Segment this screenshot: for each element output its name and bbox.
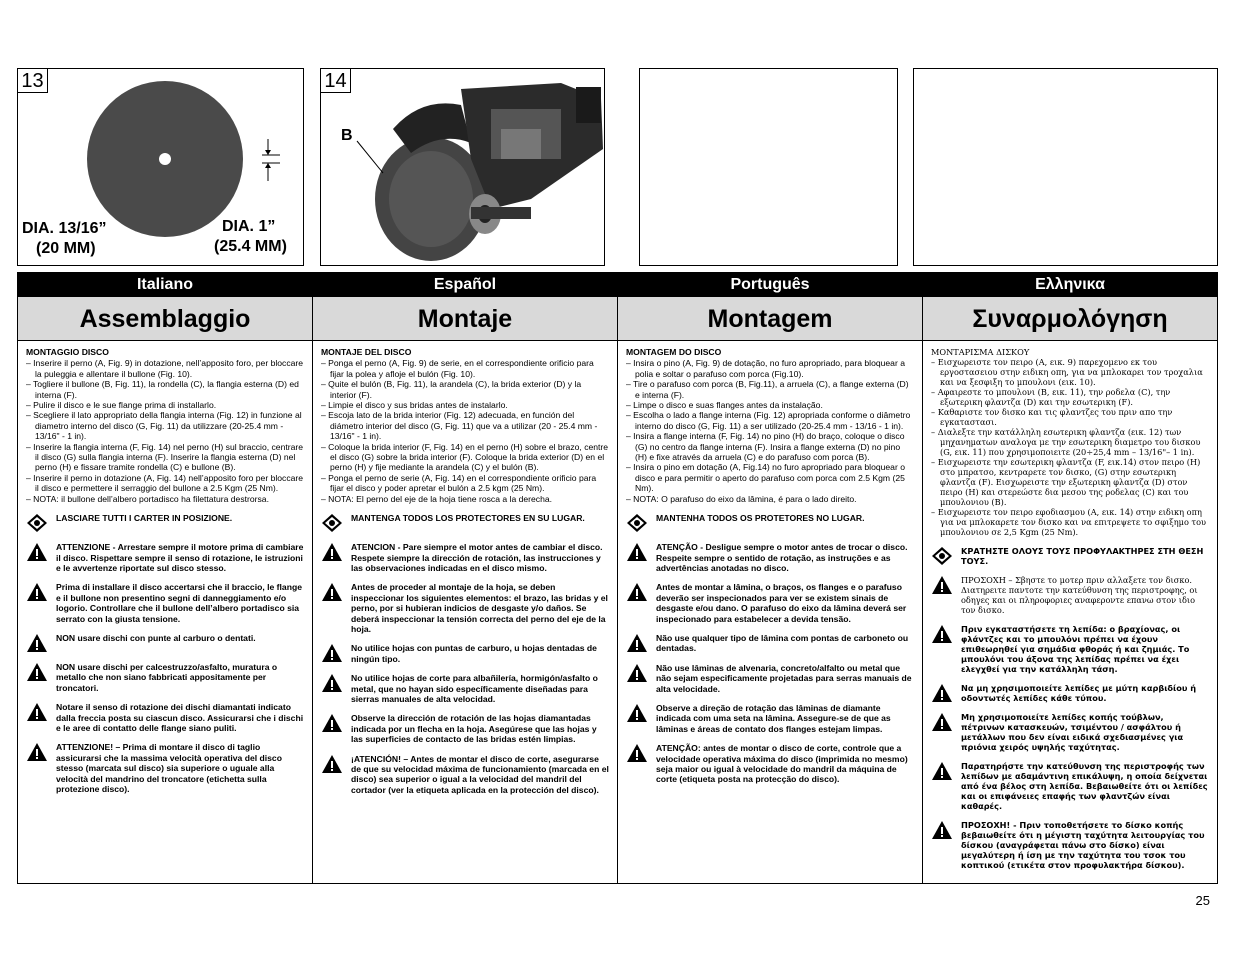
section-heading: MONTAGGIO DISCO bbox=[26, 347, 109, 357]
warning-item: Να μη χρησιμοποιείτε λεπίδες με μύτη καρβιδίου ή οδοντωτές λεπίδες κάθε τύπου. bbox=[931, 683, 1209, 703]
step: – Insira o pino em dotação (A, Fig.14) no furo apropriado para bloquear o disco e para permitir o aperto do parafuso com porca com 2.5 Kgm (25 Nm). bbox=[626, 462, 905, 494]
step: – Quite el bulón (B, Fig. 11), la arandela (C), la brida exterior (D) y la interior (F). bbox=[321, 379, 582, 400]
step: – Escolha o lado a flange interna (Fig. 12) apropriada conforme o diâmetro interno do disco (G, Fig. 11) a ser utilizado (20-25.4 mm - 13/16 - 1 in). bbox=[626, 410, 911, 431]
column-espanol bbox=[312, 272, 617, 884]
warning-icon bbox=[26, 742, 48, 762]
step: – Insira a flange interna (F, Fig. 14) no pino (H) do braço, coloque o disco (G) no centro da flange interna (F). Insira a flange externa (D) no pino (H) e fixe através da arruela (C) e do parafuso com porca (B). bbox=[626, 431, 905, 463]
column-body bbox=[618, 341, 922, 785]
warning-item: ATTENZIONE! – Prima di montare il disco di taglio assicurarsi che la massima velocità operativa del disco stesso (marcata sul disco) sia superiore o uguale alla velocità del mandrino del troncatore (etichetta sulla protezione disco). bbox=[26, 742, 304, 794]
column-body bbox=[18, 341, 312, 794]
warning-icon bbox=[321, 542, 343, 562]
step: – Εισχωρειστε τον πειρο εφοδιασμου (A, εικ. 14) στην ειδικη οπη για να μπλοκαρετε τον δισκο και να επιτρεψετε το σφιξημο του μπουλονιου σε 2,5 Kgm (25 Nm). bbox=[931, 507, 1206, 537]
warning-icon bbox=[626, 663, 648, 683]
warning-item: Não use lâminas de alvenaria, concreto/alfalto ou metal que não sejam especificamente projetadas para serras manuais de alta velocidade. bbox=[626, 663, 914, 694]
language-label: Português bbox=[618, 272, 922, 297]
guard-icon bbox=[626, 513, 648, 533]
warning-icon bbox=[26, 633, 48, 653]
warning-icon bbox=[931, 575, 953, 595]
warning-item: Antes de proceder al montaje de la hoja, se deben inspeccionar los siguientes elementos: el brazo, las bridas y el perno, por si hubieran indicios de desgaste y/o daños. Se deberá inspeccionar la tensión correcta del perno del eje de la hoja. bbox=[321, 582, 609, 634]
language-label: Ελληνικα bbox=[923, 272, 1217, 297]
warning-icon bbox=[321, 643, 343, 663]
warning-icon bbox=[321, 713, 343, 733]
step-list bbox=[931, 357, 1209, 537]
warning-item: Notare il senso di rotazione dei dischi diamantati indicato dalla freccia posta su ciascun disco. Assicurarsi che i dischi e le aree di contatto delle flange siano puliti. bbox=[26, 702, 304, 733]
step: – Limpie el disco y sus bridas antes de instalarlo. bbox=[321, 400, 508, 411]
warning-item: ATTENZIONE - Arrestare sempre il motore prima di cambiare il disco. Rispettare sempre il senso di rotazione, le istruzioni e le avvertenze riportate sul disco stesso. bbox=[26, 542, 304, 573]
warning-icon bbox=[321, 754, 343, 774]
warning-icon bbox=[931, 624, 953, 644]
warning-item: MANTENGA TODOS LOS PROTECTORES EN SU LUGAR. bbox=[321, 513, 609, 533]
warning-icon bbox=[26, 702, 48, 722]
step: – Insira o pino (A, Fig. 9) de dotação, no furo apropriado, para bloquear a polia e soltar o parafuso com porca (Fig.10). bbox=[626, 358, 905, 379]
warning-item: Παρατηρήστε την κατεύθυνση της περιστροφής των λεπίδων με αδαμάντινη επικάλυψη, η οποία δείχνεται από ένα βέλος στη λεπίδα. Βεβαιωθείτε ότι οι λεπίδες και οι επιφάνειες επαφής των φλαντζών είναι καθαρές. bbox=[931, 761, 1209, 811]
step-list bbox=[626, 358, 914, 504]
warning-icon bbox=[931, 820, 953, 840]
warning-icon bbox=[321, 673, 343, 693]
section-heading: ΜΟΝΤΑΡΙΣΜΑ ΔΙΣΚΟΥ bbox=[931, 347, 1030, 357]
step-list bbox=[321, 358, 609, 504]
warning-item: Prima di installare il disco accertarsi che il braccio, le flange e il bullone non presentino segni di danneggiamento e/o logorio. Controllare che il bullone dell’albero portadisco sia serrato con la giusta tensione. bbox=[26, 582, 304, 624]
warning-icon bbox=[626, 542, 648, 562]
dia-20mm-label: DIA. 13/16” (20 MM) bbox=[22, 220, 107, 257]
warning-icon bbox=[26, 582, 48, 602]
figure-14 bbox=[320, 68, 605, 266]
column-body bbox=[923, 341, 1217, 870]
note: – NOTA: O parafuso do eixo da lâmina, é para o lado direito. bbox=[626, 493, 857, 504]
warning-item: Observe a direção de rotação das lâminas de diamante indicada com uma seta na lâmina. Assegure-se de que as lâminas e áreas de contato dos flanges estejam limpas. bbox=[626, 703, 914, 734]
warning-item: NON usare dischi per calcestruzzo/asfalto, muratura o metallo che non siano fabbricati appositamente per troncatori. bbox=[26, 662, 304, 693]
column-greek bbox=[922, 272, 1218, 884]
step: – Διαλεξτε την κατάλληλη εσωτερικη φλαντζα (εικ. 12) των μηχανηματων αναλογα με την εσωτερικη διαμετρο του δισκου (G, εικ. 11) που χρησιμοποιειτε (20÷25,4 mm – 13/16"– 1 in). bbox=[931, 427, 1201, 457]
step: – Ponga el perno de serie (A, Fig. 14) en el correspondiente orificio para fijar el disco y poder apretar el bulón a 2.5 kgm (25 Nm). bbox=[321, 472, 597, 494]
warning-item: ¡ATENCIÓN! – Antes de montar el disco de corte, asegurarse de que su velocidad máxima de funcionamiento (marcada en el disco) sea superior o igual a la velocidad del mandril del cortador (ver la etiqueta aplicada en la protección del disco). bbox=[321, 754, 609, 796]
label-b: B bbox=[341, 127, 353, 144]
warning-item: ATENÇÃO - Desligue sempre o motor antes de trocar o disco. Respeite sempre o sentido de rotação, as instruções e as advertências anotadas no disco. bbox=[626, 542, 914, 573]
step: – Ponga el perno (A, Fig. 9) de serie, en el correspondiente orificio para fijar la polea y afloje el bulón (Fig. 10). bbox=[321, 358, 594, 379]
section-title: Assemblaggio bbox=[18, 297, 312, 341]
column-portugues bbox=[617, 272, 922, 884]
section-title: Montaje bbox=[313, 297, 617, 341]
step: – Pulire il disco e le sue flange prima di installarlo. bbox=[26, 400, 217, 411]
warning-icon bbox=[321, 582, 343, 602]
guard-icon bbox=[26, 513, 48, 533]
step: – Inserire la flangia interna (F, Fig. 14) nel perno (H) sul braccio, centrare il disco (G) sulla flangia interna (F). Inserire la flangia esterna (D) nel perno (H) e fissare tramite rondella (C) e bullone (B). bbox=[26, 441, 304, 473]
language-label: Italiano bbox=[18, 272, 312, 297]
figure-number: 13 bbox=[18, 69, 48, 93]
note: – NOTA: il bullone dell’albero portadisco ha filettatura destrorsa. bbox=[26, 493, 269, 504]
warning-item: ATENÇÃO: antes de montar o disco de corte, controle que a velocidade operativa máxima do disco (imprimida no mesmo) seja maior ou igual à velocidade do mandril da máquina de corte (etiqueta posta na protecção do disco). bbox=[626, 743, 914, 785]
warning-icon bbox=[626, 582, 648, 602]
warning-item: ΠΡΟΣΟΧΗ – Σβηστε το μοτερ πριν αλλαξετε τον δισκο. Διατηρειτε παντοτε την κατεύθυνση της περιστροφης, οι οδηγες και οι πληροφοριες αναφεροντε επανω στον ιδιο τον δισκο. bbox=[931, 575, 1209, 615]
warning-item: Não use qualquer tipo de lâmina com pontas de carboneto ou dentadas. bbox=[626, 633, 914, 654]
step: – Limpe o disco e suas flanges antes da instalação. bbox=[626, 400, 823, 411]
warning-icon bbox=[626, 703, 648, 723]
dia-25mm-label: DIA. 1” (25.4 MM) bbox=[214, 218, 287, 255]
warning-item: Πριν εγκαταστήσετε τη λεπίδα: ο βραχίονας, οι φλάντζες και το μπουλόνι πρέπει να έχουν επιθεωρηθεί για σημάδια φθοράς ή και ζημιάς. Το μπουλόνι του άξονα της λεπίδας πρέπει να έχει ελεγχθεί για την κατάλληλη τάση. bbox=[931, 624, 1209, 674]
figure-13 bbox=[17, 68, 304, 266]
column-italiano bbox=[17, 272, 312, 884]
blank-figure-box-1 bbox=[639, 68, 898, 266]
step: – Αφαιρεστε το μπουλονι (B, εικ. 11), την ροδελα (C), την εξωτερικη φλαντζα (D) και την εσωτερικη (F). bbox=[931, 387, 1171, 407]
warning-icon bbox=[626, 743, 648, 763]
step: – Togliere il bullone (B, Fig. 11), la rondella (C), la flangia esterna (D) ed interna (F). bbox=[26, 379, 299, 400]
warning-icon bbox=[626, 633, 648, 653]
warning-item: Observe la dirección de rotación de las hojas diamantadas indicada por un flecha en la hoja. Asegúrese que las hojas y las superficies de contacto de las bridas estén limpias. bbox=[321, 713, 609, 744]
warning-item: MANTENHA TODOS OS PROTETORES NO LUGAR. bbox=[626, 513, 914, 533]
warning-item: NON usare dischi con punte al carburo o dentati. bbox=[26, 633, 304, 653]
page-number: 25 bbox=[1195, 893, 1210, 908]
step: – Εισχωρειστε τον πειρο (A, εικ. 9) παρεχομενο εκ του εργοστασειου στην ειδικη οπη, για να μπλοκαρει τον τροχαλια και να ξεσφιξη το μπουλονι (εικ. 10). bbox=[931, 357, 1203, 387]
warning-item: ΚΡΑΤΗΣΤΕ ΟΛΟΥΣ ΤΟΥΣ ΠΡΟΦΥΛΑΚΤΗΡΕΣ ΣΤΗ ΘΕΣΗ ΤΟΥΣ. bbox=[931, 546, 1209, 566]
warning-icon bbox=[931, 712, 953, 732]
step: – Escoja lato de la brida interior (Fig. 12) adecuada, en función del diámetro interior del disco (G, Fig. 11) que va a utilizar (20 - 25.4 mm - 13/16" - 1 in). bbox=[321, 410, 598, 442]
step: – Inserire il perno (A, Fig. 9) in dotazione, nell’apposito foro, per bloccare la puleggia e allentare il bullone (Fig. 10). bbox=[26, 358, 304, 379]
warning-item: ATENCION - Pare siempre el motor antes de cambiar el disco. Respete siempre la dirección de rotación, las instrucciones y las observaciones indicadas en el disco mismo. bbox=[321, 542, 609, 573]
guard-icon bbox=[321, 513, 343, 533]
step: – Coloque la brida interior (F, Fig. 14) en el perno (H) sobre el brazo, centre el disco (G) sobre la brida interior (F). Coloque la brida exterior (D) en el perno (H) y fije mediante la arandela (C) y el bulón (B). bbox=[321, 441, 609, 473]
warning-icon bbox=[26, 542, 48, 562]
warning-icon bbox=[931, 761, 953, 781]
blank-figure-box-2 bbox=[913, 68, 1218, 266]
warning-item: LASCIARE TUTTI I CARTER IN POSIZIONE. bbox=[26, 513, 304, 533]
warning-item: No utilice hojas de corte para albañilería, hormigón/asfalto o metal, que no hayan sido específicamente diseñadas para sierras manuales de alta velocidad. bbox=[321, 673, 609, 704]
section-title: Montagem bbox=[618, 297, 922, 341]
step: – Καθαριστε τον δισκο και τις φλαντζες του πριν απο την εγκαταστασι. bbox=[931, 407, 1173, 427]
warning-item: ΠΡΟΣΟΧΗ! - Πριν τοποθετήσετε το δίσκο κοπής βεβαιωθείτε ότι η μέγιστη ταχύτητα λειτουργίας του δίσκου (αναγράφεται πάνω στο δίσκο) είναι μεγαλύτερη ή ίση με την ταχύτητα του τσοκ του κοπτικού (ετικέτα στον προφυλακτήρα δίσκου). bbox=[931, 820, 1209, 870]
warning-icon bbox=[931, 683, 953, 703]
figure-number: 14 bbox=[321, 69, 351, 93]
section-title: Συναρμολόγηση bbox=[923, 297, 1217, 341]
cutter-illustration bbox=[321, 69, 606, 267]
step: – Εισχωρειστε την εσωτερικη φλαντζα (F, εικ.14) στον πειρο (H) στο μπρατσο, κεντραρετε τον δισκο, (G) στην εσωτερικη φλαντζα (F). Εισχωρειστε την εξωτερικη φλαντζα (D) στον πειρο (H) και στερεώστε δια μεσου της ροδελας (C) και του μπουλονιου (B). bbox=[931, 457, 1201, 507]
step: – Scegliere il lato appropriato della flangia interna (Fig. 12) in funzione al diametro interno del disco (G, Fig. 11) da utilizzare (20-25.4 mm - 13/16" - 1 in). bbox=[26, 410, 302, 442]
warning-icon bbox=[26, 662, 48, 682]
step: – Tire o parafuso com porca (B, Fig.11), a arruela (C), a flange externa (D) e interna (F). bbox=[626, 379, 909, 400]
column-body bbox=[313, 341, 617, 795]
section-heading: MONTAGEM DO DISCO bbox=[626, 347, 722, 357]
step-list bbox=[26, 358, 304, 504]
warning-item: No utilice hojas con puntas de carburo, u hojas dentadas de ningún tipo. bbox=[321, 643, 609, 664]
section-heading: MONTAJE DEL DISCO bbox=[321, 347, 412, 357]
note: – NOTA: El perno del eje de la hoja tiene rosca a la derecha. bbox=[321, 493, 553, 504]
language-label: Español bbox=[313, 272, 617, 297]
step: – Inserire il perno in dotazione (A, Fig. 14) nell’apposito foro per bloccare il disco e permettere il serraggio del bullone a 2.5 Kgm (25 Nm). bbox=[26, 472, 304, 494]
guard-icon bbox=[931, 546, 953, 566]
warning-item: Μη χρησιμοποιείτε λεπίδες κοπής τούβλων, πέτρινων κατασκευών, τσιμέντου / ασφάλτου ή μετάλλων που δεν είναι ειδικά σχεδιασμένες για πριόνια χειρός υψηλής ταχύτητας. bbox=[931, 712, 1209, 752]
warning-item: Antes de montar a lâmina, o braços, os flanges e o parafuso deverão ser inspecionados para ver se existem sinais de desgaste e/ou dano. O parafuso do eixo da lâmina deverá ser inspecionado para estabelecer a devida tensão. bbox=[626, 582, 914, 624]
